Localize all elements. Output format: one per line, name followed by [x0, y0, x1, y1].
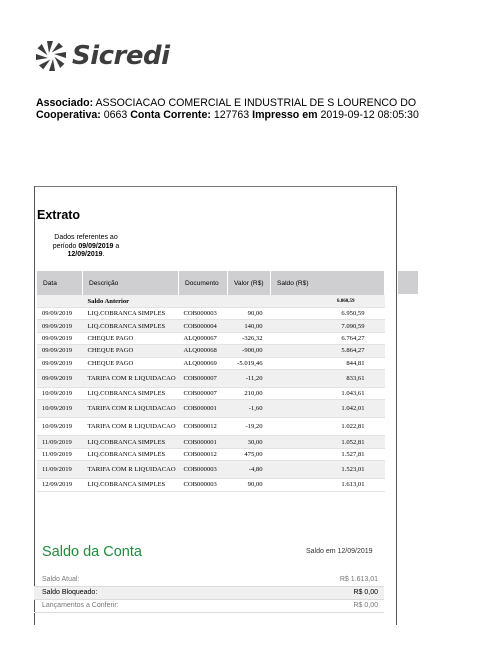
saldo-anterior-label: Saldo Anterior	[83, 295, 179, 308]
cell-documento: COB000004	[179, 320, 228, 332]
impresso-label: Impresso em	[252, 109, 318, 121]
col-header-saldo: Saldo (R$)	[271, 271, 385, 295]
table-row	[37, 345, 385, 357]
account-header	[36, 97, 419, 121]
saldo-anterior-row	[37, 295, 385, 308]
associado-label: Associado:	[36, 97, 94, 109]
cell-documento: COB000007	[179, 369, 228, 387]
table-row	[37, 357, 385, 369]
saldo-em-date: Saldo em 12/09/2019	[306, 548, 373, 555]
brand-name: Sicredi	[72, 41, 170, 71]
saldo-anterior-doc	[179, 295, 228, 308]
periodo-end: 12/09/2019	[67, 251, 103, 259]
saldo-atual-value: R$ 1.613,01	[339, 576, 378, 583]
cell-valor: -326,32	[228, 332, 271, 344]
cell-data: 09/09/2019	[37, 369, 83, 387]
cell-saldo: 833,61	[271, 369, 385, 387]
extrato-table	[37, 271, 385, 492]
cell-valor: -5.019,46	[228, 357, 271, 369]
cell-documento: COB000003	[179, 479, 228, 491]
cell-saldo: 844,81	[271, 357, 385, 369]
cell-documento: ALQ000068	[179, 345, 228, 357]
table-row	[37, 369, 385, 387]
saldo-atual-label: Saldo Atual:	[42, 576, 80, 583]
table-header-filler	[398, 271, 418, 294]
cell-descricao: TARIFA COM R LIQUIDACAO	[83, 461, 179, 479]
periodo-mid: a	[115, 242, 120, 250]
cell-documento: ALQ000067	[179, 332, 228, 344]
cell-data: 09/09/2019	[37, 332, 83, 344]
lancamentos-value: R$ 0,00	[353, 602, 378, 609]
associado-line	[36, 97, 419, 109]
cell-documento: COB000007	[179, 387, 228, 399]
cell-data: 09/09/2019	[37, 320, 83, 332]
cell-descricao: TARIFA COM R LIQUIDACAO	[83, 418, 179, 436]
cell-descricao: CHEQUE PAGO	[83, 345, 179, 357]
table-row	[37, 400, 385, 418]
cell-data: 09/09/2019	[37, 308, 83, 320]
cell-saldo: 6.950,59	[271, 308, 385, 320]
table-row	[37, 332, 385, 344]
cell-data: 10/09/2019	[37, 400, 83, 418]
periodo-line1: Dados referentes ao	[54, 234, 118, 241]
saldo-atual-row	[34, 574, 384, 587]
table-row	[37, 448, 385, 460]
cell-documento: COB000003	[179, 461, 228, 479]
cell-saldo: 7.090,59	[271, 320, 385, 332]
cell-saldo: 1.523,01	[271, 461, 385, 479]
conta-label: Conta Corrente:	[130, 109, 211, 121]
sicredi-logo	[34, 36, 170, 76]
cell-descricao: CHEQUE PAGO	[83, 357, 179, 369]
cell-descricao: LIQ.COBRANCA SIMPLES	[83, 308, 179, 320]
cell-descricao: LIQ.COBRANCA SIMPLES	[83, 320, 179, 332]
cell-data: 11/09/2019	[37, 436, 83, 448]
saldo-anterior-date	[37, 295, 83, 308]
cell-saldo: 1.043,61	[271, 387, 385, 399]
saldo-anterior-valor	[228, 295, 271, 308]
cell-saldo: 5.864,27	[271, 345, 385, 357]
lancamentos-label: Lançamentos a Conferir:	[42, 602, 119, 609]
cell-data: 09/09/2019	[37, 345, 83, 357]
cell-data: 11/09/2019	[37, 448, 83, 460]
cell-valor: 475,00	[228, 448, 271, 460]
cell-documento: ALQ000069	[179, 357, 228, 369]
table-row	[37, 418, 385, 436]
cell-valor: -11,20	[228, 369, 271, 387]
col-header-data: Data	[37, 271, 83, 295]
cell-descricao: LIQ.COBRANCA SIMPLES	[83, 387, 179, 399]
cell-descricao: LIQ.COBRANCA SIMPLES	[83, 436, 179, 448]
periodo-prefix: período	[52, 242, 77, 250]
periodo-suffix: .	[102, 251, 105, 259]
table-row	[37, 436, 385, 448]
col-header-valor: Valor (R$)	[228, 271, 271, 295]
cell-saldo: 1.613,01	[271, 479, 385, 491]
table-header-row	[37, 271, 385, 295]
saldo-conta-title: Saldo da Conta	[42, 544, 142, 560]
cell-saldo: 1.527,81	[271, 448, 385, 460]
periodo-info	[47, 234, 125, 260]
cooperativa-label: Cooperativa:	[36, 109, 101, 121]
cell-valor: 90,00	[228, 308, 271, 320]
cell-data: 10/09/2019	[37, 387, 83, 399]
impresso-value: 2019-09-12 08:05:30	[320, 109, 419, 121]
cell-documento: COB000012	[179, 418, 228, 436]
cell-descricao: TARIFA COM R LIQUIDACAO	[83, 400, 179, 418]
cell-saldo: 1.052,81	[271, 436, 385, 448]
cell-documento: COB000001	[179, 400, 228, 418]
cell-saldo: 6.764,27	[271, 332, 385, 344]
cell-descricao: LIQ.COBRANCA SIMPLES	[83, 448, 179, 460]
cooperativa-value: 0663	[103, 109, 128, 121]
saldo-anterior-value: 6.860,59	[271, 295, 385, 308]
cell-valor: 140,00	[228, 320, 271, 332]
cell-saldo: 1.042,01	[271, 400, 385, 418]
lancamentos-row	[34, 600, 384, 613]
cell-valor: -900,00	[228, 345, 271, 357]
table-row	[37, 308, 385, 320]
saldo-bloqueado-row	[34, 587, 384, 600]
account-line	[36, 109, 419, 121]
table-row	[37, 387, 385, 399]
saldo-bloqueado-value: R$ 0,00	[353, 589, 378, 596]
saldo-bloqueado-label: Saldo Bloqueado:	[42, 589, 98, 596]
extrato-title: Extrato	[37, 208, 81, 222]
cell-valor: -4,80	[228, 461, 271, 479]
associado-value: ASSOCIACAO COMERCIAL E INDUSTRIAL DE S LOURENCO DO	[95, 97, 417, 109]
periodo-start: 09/09/2019	[78, 242, 114, 250]
cell-valor: 90,00	[228, 479, 271, 491]
cell-valor: -1,60	[228, 400, 271, 418]
cell-descricao: CHEQUE PAGO	[83, 332, 179, 344]
table-row	[37, 461, 385, 479]
cell-valor: 210,00	[228, 387, 271, 399]
cell-data: 12/09/2019	[37, 479, 83, 491]
col-header-descricao: Descrição	[83, 271, 179, 295]
cell-descricao: TARIFA COM R LIQUIDACAO	[83, 369, 179, 387]
sicredi-pinwheel-icon	[34, 39, 68, 73]
col-header-documento: Documento	[179, 271, 228, 295]
cell-documento: COB000001	[179, 436, 228, 448]
table-row	[37, 479, 385, 491]
cell-data: 11/09/2019	[37, 461, 83, 479]
cell-documento: COB000003	[179, 308, 228, 320]
cell-data: 09/09/2019	[37, 357, 83, 369]
table-row	[37, 320, 385, 332]
conta-value: 127763	[213, 109, 250, 121]
cell-descricao: LIQ.COBRANCA SIMPLES	[83, 479, 179, 491]
cell-data: 10/09/2019	[37, 418, 83, 436]
cell-valor: -19,20	[228, 418, 271, 436]
cell-saldo: 1.022,81	[271, 418, 385, 436]
cell-documento: COB000012	[179, 448, 228, 460]
cell-valor: 30,00	[228, 436, 271, 448]
